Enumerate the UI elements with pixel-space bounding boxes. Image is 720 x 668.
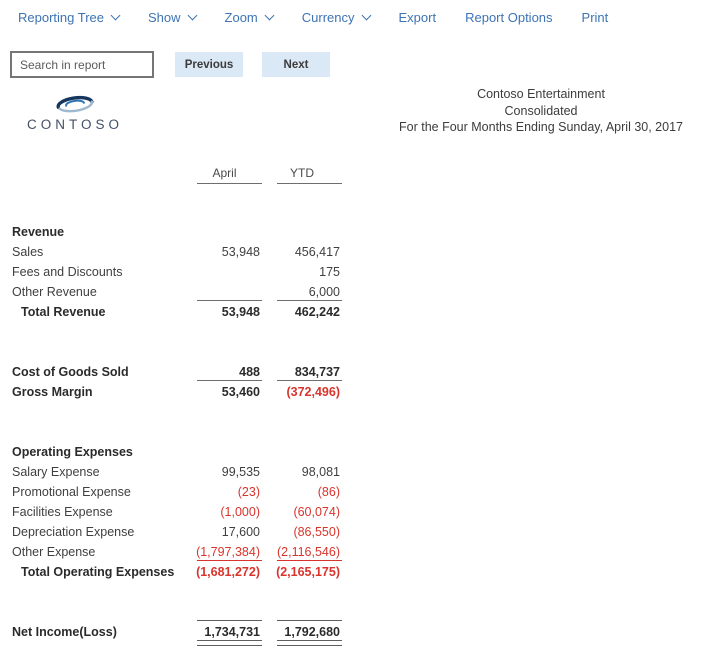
table-row — [12, 222, 342, 242]
cell-ytd: 456,417 — [294, 245, 340, 259]
row-label: Revenue — [12, 225, 65, 239]
menu-zoom[interactable] — [225, 10, 273, 25]
cell-april: (1,681,272) — [196, 565, 260, 579]
row-label: Operating Expenses — [12, 445, 133, 459]
report-period: For the Four Months Ending Sunday, April 30, 2017 — [399, 120, 683, 134]
report-entity: Consolidated — [504, 103, 578, 118]
logo-text: CONTOSO — [26, 117, 123, 132]
table-column-headers — [12, 164, 342, 182]
table-row — [12, 262, 342, 282]
row-label: Fees and Discounts — [12, 265, 123, 279]
row-label: Sales — [12, 245, 44, 259]
cell-april: 17,600 — [221, 525, 260, 539]
contoso-logo — [20, 92, 130, 132]
table-row — [12, 362, 342, 382]
cell-ytd: 98,081 — [301, 465, 340, 479]
menu-export[interactable] — [399, 10, 437, 25]
cell-april: 1,734,731 — [187, 622, 262, 642]
menu-export-label: Export — [398, 10, 437, 25]
contoso-swirl-icon — [49, 92, 101, 116]
menu-report-options[interactable] — [465, 10, 552, 25]
cell-april: 53,460 — [221, 385, 260, 399]
table-row — [12, 442, 342, 462]
table-row — [12, 562, 342, 582]
row-label: Facilities Expense — [12, 505, 113, 519]
cell-april: 53,948 — [221, 245, 260, 259]
cell-ytd: (2,116,546) — [262, 542, 342, 562]
cell-april: (1,797,384) — [187, 542, 262, 562]
column-header-ytd: YTD — [262, 164, 342, 182]
cell-ytd: (86,550) — [293, 525, 340, 539]
table-row — [12, 382, 342, 402]
chevron-down-icon — [187, 11, 197, 21]
menu-reporting-tree-label: Reporting Tree — [18, 10, 104, 25]
row-label: Net Income(Loss) — [12, 625, 117, 639]
table-row — [12, 242, 342, 262]
menu-zoom-label: Zoom — [224, 10, 258, 25]
report-header — [368, 86, 714, 136]
cell-april: 99,535 — [221, 465, 260, 479]
menu-print-label: Print — [581, 10, 609, 25]
cell-ytd: (372,496) — [286, 385, 340, 399]
row-label: Other Expense — [12, 545, 96, 559]
report-table-rows — [12, 222, 342, 642]
chevron-down-icon — [361, 11, 371, 21]
cell-ytd: (60,074) — [293, 505, 340, 519]
table-row — [12, 302, 342, 322]
table-row — [12, 482, 342, 502]
row-label: Total Revenue — [21, 305, 106, 319]
next-button[interactable]: Next — [262, 52, 330, 77]
table-row — [12, 522, 342, 542]
cell-ytd: (2,165,175) — [276, 565, 340, 579]
menu-currency-label: Currency — [301, 10, 355, 25]
chevron-down-icon — [264, 11, 274, 21]
table-row — [12, 542, 342, 562]
search-input[interactable] — [10, 51, 154, 78]
row-label: Total Operating Expenses — [21, 565, 175, 579]
table-row — [12, 462, 342, 482]
cell-ytd: 1,792,680 — [262, 622, 342, 642]
cell-april: 488 — [187, 362, 262, 382]
financial-table — [12, 164, 342, 642]
chevron-down-icon — [111, 11, 121, 21]
menu-print[interactable] — [582, 10, 609, 25]
row-label: Cost of Goods Sold — [12, 365, 129, 379]
report-company: Contoso Entertainment — [477, 87, 605, 101]
cell-ytd: 834,737 — [262, 362, 342, 382]
row-label: Salary Expense — [12, 465, 100, 479]
menu-currency[interactable] — [302, 10, 370, 25]
row-label: Promotional Expense — [12, 485, 131, 499]
cell-april: (1,000) — [220, 505, 260, 519]
cell-ytd: 175 — [319, 265, 340, 279]
menu-bar — [18, 10, 710, 25]
previous-button[interactable]: Previous — [175, 52, 243, 77]
cell-ytd: (86) — [317, 485, 340, 499]
cell-april: (23) — [237, 485, 260, 499]
column-header-april: April — [187, 164, 262, 182]
cell-ytd: 6,000 — [262, 282, 342, 302]
menu-show-label: Show — [148, 10, 181, 25]
cell-april: 53,948 — [221, 305, 260, 319]
row-label: Gross Margin — [12, 385, 93, 399]
menu-reporting-tree[interactable] — [18, 10, 119, 25]
table-row — [12, 282, 342, 302]
cell-ytd: 462,242 — [294, 305, 340, 319]
table-row — [12, 502, 342, 522]
table-row — [12, 622, 342, 642]
row-label: Depreciation Expense — [12, 525, 135, 539]
menu-report-options-label: Report Options — [465, 10, 553, 25]
row-label: Other Revenue — [12, 285, 97, 299]
menu-show[interactable] — [148, 10, 196, 25]
